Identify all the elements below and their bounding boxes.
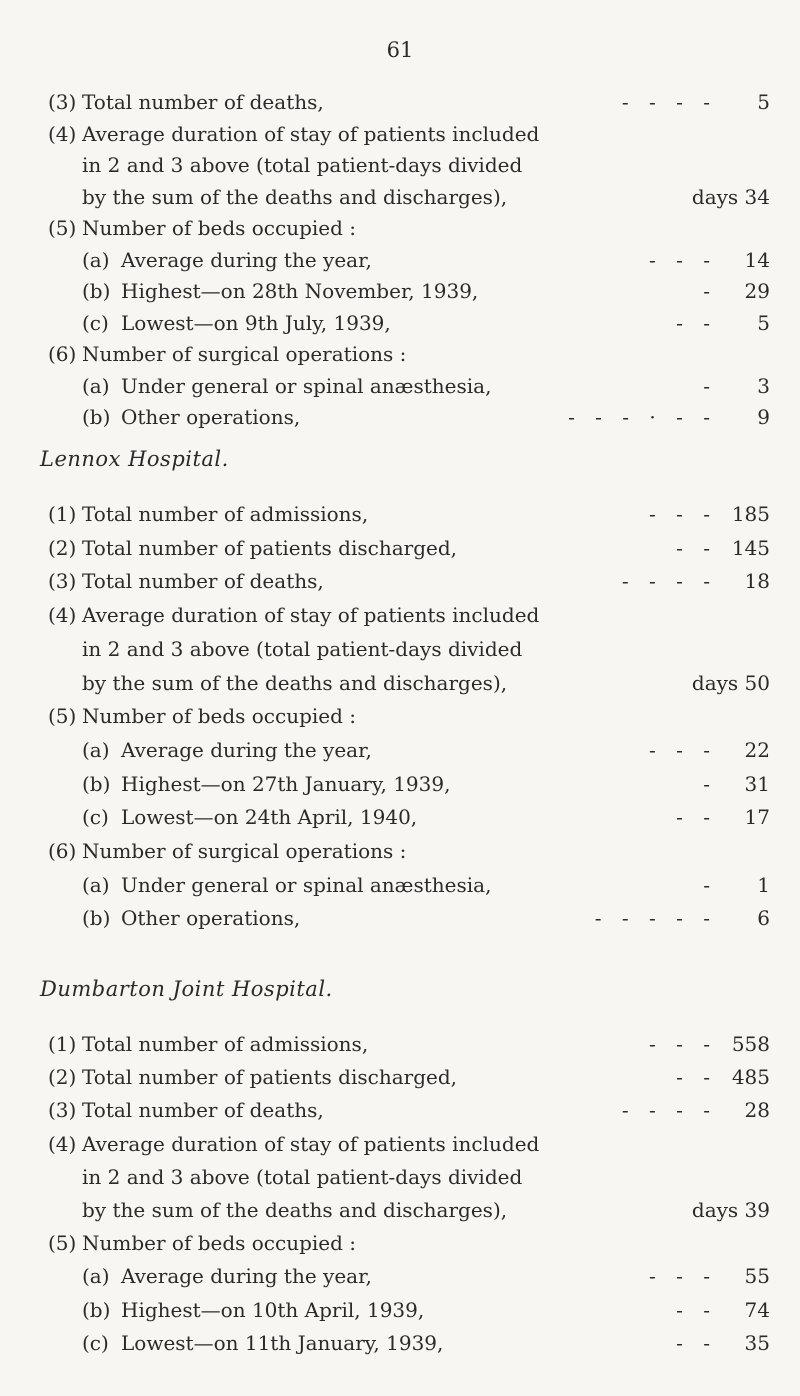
item-text: in 2 and 3 above (total patient-days divided	[82, 636, 523, 661]
list-item	[0, 153, 800, 187]
item-number: (3)	[48, 1098, 77, 1123]
item-value: 14	[744, 247, 770, 272]
item-value: 28	[744, 1098, 770, 1123]
leader-dashes: - - - - -	[594, 906, 710, 931]
item-number: (2)	[48, 1065, 77, 1090]
item-number: (4)	[48, 1131, 77, 1156]
leader-dashes: - - - · - -	[568, 405, 710, 429]
item-text: Average during the year,	[121, 1264, 372, 1289]
item-letter	[82, 1331, 109, 1355]
list-item	[0, 342, 800, 376]
item-value: 558	[731, 1032, 770, 1056]
item-text: by the sum of the deaths and discharges),	[82, 670, 508, 695]
list-item	[0, 1098, 800, 1132]
item-number: (4)	[48, 603, 77, 628]
item-value: 22	[744, 737, 770, 762]
item-value: 185	[731, 502, 770, 526]
list-item	[0, 704, 800, 738]
item-value: 35	[744, 1330, 770, 1355]
item-letter-label: (b)	[82, 1297, 111, 1322]
item-text: Total number of deaths,	[82, 90, 324, 114]
item-letter-label: (a)	[82, 373, 110, 398]
item-value: days 34	[691, 184, 770, 209]
item-text: Number of surgical operations :	[82, 839, 407, 863]
item-text: by the sum of the deaths and discharges),	[82, 1198, 508, 1222]
list-item	[0, 90, 800, 124]
item-letter-label: (a)	[82, 1264, 110, 1289]
item-value: 29	[744, 279, 770, 303]
item-value: 145	[731, 535, 770, 560]
list-item	[0, 603, 800, 637]
list-item	[0, 873, 800, 907]
item-text: Highest—on 10th April, 1939,	[121, 1297, 425, 1322]
leader-dashes: - - -	[649, 1264, 710, 1289]
item-text: Average duration of stay of patients included	[82, 603, 540, 628]
item-text: Average duration of stay of patients included	[82, 1131, 540, 1156]
item-value: 5	[757, 310, 770, 335]
leader-dashes: - -	[676, 535, 710, 560]
item-text: Other operations,	[121, 906, 301, 931]
item-number: (6)	[48, 342, 77, 366]
item-letter	[82, 738, 110, 762]
item-value: days 39	[691, 1198, 770, 1222]
item-number: (5)	[48, 704, 77, 729]
leader-dashes: -	[703, 373, 710, 398]
list-item	[0, 311, 800, 345]
item-letter-label: (c)	[82, 1330, 109, 1355]
list-item	[0, 637, 800, 671]
item-number: (4)	[48, 121, 77, 146]
leader-dashes: - - -	[649, 737, 710, 762]
item-text: Number of surgical operations :	[82, 342, 407, 366]
item-letter-label: (b)	[82, 771, 111, 796]
item-value: 55	[744, 1264, 770, 1289]
item-text: by the sum of the deaths and discharges),	[82, 184, 508, 209]
item-text: Lowest—on 11th January, 1939,	[121, 1330, 444, 1355]
leader-dashes: - - - -	[621, 90, 710, 114]
item-number: (5)	[48, 216, 77, 240]
item-letter-label: (c)	[82, 805, 109, 830]
item-text: Lowest—on 24th April, 1940,	[121, 805, 418, 830]
item-text: in 2 and 3 above (total patient-days divided	[82, 1164, 523, 1189]
item-text: Total number of admissions,	[82, 1032, 369, 1056]
dumbarton-hospital-heading: Dumbarton Joint Hospital.	[40, 977, 333, 1001]
item-value: 5	[757, 90, 770, 114]
list-item	[0, 502, 800, 536]
item-letter	[82, 1264, 110, 1288]
leader-dashes: - -	[676, 310, 710, 335]
item-number: (2)	[48, 535, 77, 560]
item-text: Total number of admissions,	[82, 502, 369, 526]
leader-dashes: - -	[676, 805, 710, 830]
lennox-hospital-heading: Lennox Hospital.	[40, 447, 229, 471]
item-text: Lowest—on 9th July, 1939,	[121, 310, 391, 335]
leader-dashes: - - -	[649, 1032, 710, 1056]
page-number: 61	[386, 38, 414, 62]
item-letter-label: (b)	[82, 906, 111, 931]
list-item	[0, 839, 800, 873]
item-text: Number of beds occupied :	[82, 1231, 357, 1256]
item-letter	[82, 772, 110, 796]
item-text: Average duration of stay of patients included	[82, 121, 540, 146]
list-item	[0, 216, 800, 250]
item-value: 9	[757, 405, 770, 429]
item-value: 74	[744, 1297, 770, 1322]
list-item	[0, 1298, 800, 1332]
list-item	[0, 1264, 800, 1298]
item-text: Average during the year,	[121, 247, 372, 272]
item-text: Under general or spinal anæsthesia,	[121, 373, 492, 398]
leader-dashes: -	[703, 279, 710, 303]
leader-dashes: -	[703, 771, 710, 796]
item-value: 31	[744, 771, 770, 796]
item-letter	[82, 873, 110, 897]
item-value: 18	[744, 569, 770, 594]
item-letter	[82, 1298, 110, 1322]
item-value: 3	[757, 373, 770, 398]
list-item	[0, 122, 800, 156]
item-number: (6)	[48, 839, 77, 863]
item-value: 1	[757, 872, 770, 897]
item-letter	[82, 405, 110, 429]
list-item	[0, 374, 800, 408]
list-item	[0, 279, 800, 313]
leader-dashes: - - - -	[621, 1098, 710, 1123]
item-letter	[82, 374, 110, 398]
leader-dashes: - - - -	[621, 569, 710, 594]
item-text: Number of beds occupied :	[82, 216, 357, 240]
item-value: 17	[744, 805, 770, 830]
item-letter-label: (b)	[82, 279, 111, 303]
item-number: (3)	[48, 90, 77, 114]
list-item	[0, 1331, 800, 1365]
list-item	[0, 405, 800, 439]
list-item	[0, 738, 800, 772]
leader-dashes: - -	[676, 1330, 710, 1355]
item-text: Other operations,	[121, 405, 301, 429]
item-number: (3)	[48, 569, 77, 594]
leader-dashes: -	[703, 872, 710, 897]
item-value: days 50	[691, 670, 770, 695]
list-item	[0, 569, 800, 603]
item-letter	[82, 248, 110, 272]
item-number: (1)	[48, 502, 77, 526]
item-value: 485	[731, 1065, 770, 1090]
item-letter-label: (a)	[82, 872, 110, 897]
item-letter	[82, 279, 110, 303]
list-item	[0, 1132, 800, 1166]
item-number: (5)	[48, 1231, 77, 1256]
item-letter-label: (a)	[82, 247, 110, 272]
item-text: Highest—on 27th January, 1939,	[121, 771, 451, 796]
list-item	[0, 1065, 800, 1099]
item-number: (1)	[48, 1032, 77, 1056]
item-letter-label: (a)	[82, 737, 110, 762]
list-item	[0, 1032, 800, 1066]
item-text: Total number of deaths,	[82, 1098, 324, 1123]
list-item	[0, 772, 800, 806]
list-item	[0, 1231, 800, 1265]
item-value: 6	[757, 906, 770, 931]
item-text: Total number of patients discharged,	[82, 1065, 457, 1090]
item-letter-label: (c)	[82, 310, 109, 335]
item-text: Highest—on 28th November, 1939,	[121, 279, 479, 303]
item-letter	[82, 906, 110, 930]
item-text: Number of beds occupied :	[82, 704, 357, 729]
item-text: Average during the year,	[121, 737, 372, 762]
list-item	[0, 536, 800, 570]
list-item	[0, 671, 800, 705]
item-text: Total number of deaths,	[82, 569, 324, 594]
item-letter	[82, 805, 109, 829]
leader-dashes: - - -	[649, 247, 710, 272]
list-item	[0, 1165, 800, 1199]
item-letter-label: (b)	[82, 405, 111, 429]
list-item	[0, 185, 800, 219]
list-item	[0, 906, 800, 940]
leader-dashes: - -	[676, 1065, 710, 1090]
item-text: Under general or spinal anæsthesia,	[121, 872, 492, 897]
list-item	[0, 805, 800, 839]
item-letter	[82, 311, 109, 335]
item-text: Total number of patients discharged,	[82, 535, 457, 560]
leader-dashes: - -	[676, 1297, 710, 1322]
list-item	[0, 1198, 800, 1232]
list-item	[0, 248, 800, 282]
leader-dashes: - - -	[649, 502, 710, 526]
item-text: in 2 and 3 above (total patient-days divided	[82, 153, 523, 177]
